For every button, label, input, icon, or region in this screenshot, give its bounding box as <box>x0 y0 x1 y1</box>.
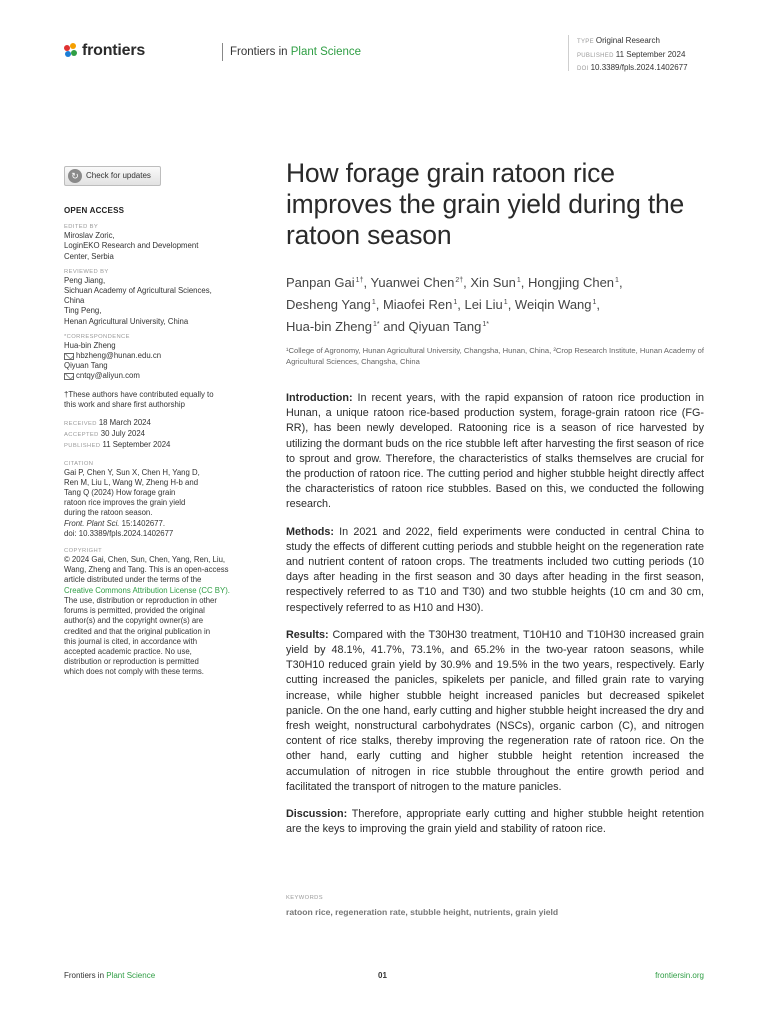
author-affiliation-marker: 2† <box>455 277 464 284</box>
sidebar <box>64 166 260 684</box>
article-meta <box>568 35 688 71</box>
date-accepted: ACCEPTED 30 July 2024 <box>64 429 145 439</box>
page-header <box>64 36 704 80</box>
date-published: PUBLISHED 11 September 2024 <box>64 440 171 450</box>
meta-published: PUBLISHED 11 September 2024 <box>577 49 686 59</box>
author-list: Panpan Gai$^{1\dagger}$, Yuanwei Chen$^{2\dagger}$, Xin Sun$^1$, Hongjing Chen$^1$, Desheng Yang$^1$, Miaofei Ren$^1$, Lei Liu$^1$, Weiqin Wang$^1$, Hua-bin Zheng$^{1*}$ and Qiyuan Tang$^{1*}$ <box>286 275 623 334</box>
frontiers-logo-icon <box>64 43 78 59</box>
frontiers-logo[interactable] <box>64 42 145 60</box>
equal-contribution-note: †These authors have contributed equally to this work and share first authorship <box>64 389 214 409</box>
footer-journal[interactable]: Frontiers in Plant Science <box>64 971 156 980</box>
reviewed-by-section: REVIEWED BY Peng Jiang, Sichuan Academy of Agricultural Sciences, China Ting Peng, Henan Agricultural University, China <box>64 268 212 326</box>
author-affiliation-marker: 1* <box>482 321 489 328</box>
citation-doi[interactable]: doi: 10.3389/fpls.2024.1402677 <box>64 528 174 538</box>
mail-icon <box>64 373 74 380</box>
check-updates-label: Check for updates <box>86 170 151 180</box>
author-name[interactable]: Qiyuan Tang <box>408 319 482 334</box>
page-number: 01 <box>378 971 387 980</box>
author-name[interactable]: Yuanwei Chen <box>370 275 455 290</box>
journal-prefix: Frontiers in <box>230 46 288 58</box>
author-affiliation-marker: 1 <box>453 299 458 306</box>
abstract-discussion: Discussion: Therefore, appropriate early cutting and higher stubble height retention are the keys to improving the grain yield and stability of ratoon rice. <box>286 808 704 836</box>
copyright-section: COPYRIGHT © 2024 Gai, Chen, Sun, Chen, Yang, Ren, Liu, Wang, Zheng and Tang. This is an open-access article distributed under the terms of the Creative Commons Attribution License (CC BY). The use, distribution or reproduction in other forums is permitted, provided the original author(s) and the copyright owner(s) are credited and that the original publication in this journal is cited, in accordance with accepted academic practice. No use, distribution or reproduction is permitted which does not comply with these terms. <box>64 547 260 677</box>
correspondence-section: *CORRESPONDENCE Hua-bin Zheng hbzheng@hunan.edu.cn Qiyuan Tang cntqy@aliyun.com <box>64 333 260 382</box>
author-name[interactable]: Xin Sun <box>470 275 516 290</box>
article-title: How forage grain ratoon rice improves the grain yield during the ratoon season <box>286 158 685 250</box>
affiliations: ¹College of Agronomy, Hunan Agricultural University, Changsha, Hunan, China, ²Crop Research Institute, Hunan Academy of Agricultural Sciences, Changsha, China <box>286 346 705 366</box>
author-name[interactable]: Panpan Gai <box>286 275 355 290</box>
cc-license-link[interactable]: Creative Commons Attribution License (CC BY). <box>64 585 230 595</box>
edited-by-section: EDITED BY Miroslav Zoric, LoginEKO Research and Development Center, Serbia <box>64 224 199 261</box>
citation-section: CITATION Gai P, Chen Y, Sun X, Chen H, Yang D, Ren M, Liu L, Wang W, Zheng H-b and Tang Q (2024) How forage grain ratoon rice improves the grain yield during the ratoon season. Front. Plant Sci. 15:1402677. doi: 10.3389/fpls.2024.1402677 <box>64 460 260 539</box>
email-link[interactable]: hbzheng@hunan.edu.cn <box>64 351 260 361</box>
page-footer <box>64 971 704 985</box>
journal-name[interactable] <box>230 46 361 58</box>
abstract-introduction: Introduction: In recent years, with the rapid expansion of ratoon rice production in Hunan, a unique ratoon rice-based production system, forage-grain ratoon rice (FG-RR), has been newly developed. Ratooning rice is a season of rice harvested by utilizing the dormant buds on the rice stubble left after harvesting the first season of rice to sprout and grow. Therefore, the characteristics of stalks themselves are crucial for the production of ratoon rice. The cutting period and higher stubble height directly affect the characteristics of ratoon rice stubbles. Based on this, we conducted the following research. <box>286 392 704 511</box>
keywords-section: KEYWORDS ratoon rice, regeneration rate, stubble height, nutrients, grain yield <box>286 895 704 917</box>
author-affiliation-marker: 1 <box>371 299 376 306</box>
article-main <box>286 158 704 849</box>
logo-wordmark: frontiers <box>82 42 146 59</box>
abstract-results: Results: Compared with the T30H30 treatment, T10H10 and T10H30 increased grain yield by 48.1%, 41.7%, 73.1%, and 65.2% in the two-year ratoon seasons, while T30H10 reduced grain yield by 30.9% and 19.5% in the two years, respectively. Early cutting increased the panicles, spikelets per panicle, and filled grain rate to varying increase, while higher stubble height increased panicles but decreased spikelet panicle. On the one hand, early cutting and higher stubble height increased the dry and fresh weight, nonstructural carbohydrates (NSCs), organic carbon (C), and nitrogen content of rice stalks, thereby improving the regeneration rate of ratoon rice. On the other hand, early cutting and higher stubble height retention increased the accumulation of nitrogen in rice stubble throughout the entire growth period and facilitated the transport of nitrogen to the mature panicles. <box>286 628 704 793</box>
email-link[interactable]: cntqy@aliyun.com <box>64 371 260 381</box>
author-name[interactable]: Lei Liu <box>464 297 503 312</box>
author-affiliation-marker: 1 <box>503 299 508 306</box>
author-affiliation-marker: 1* <box>373 321 380 328</box>
meta-doi[interactable]: DOI 10.3389/fpls.2024.1402677 <box>577 63 688 72</box>
author-name[interactable]: Miaofei Ren <box>382 297 453 312</box>
author-name[interactable]: Desheng Yang <box>286 297 371 312</box>
header-divider <box>222 43 223 61</box>
author-name[interactable]: Hongjing Chen <box>528 275 615 290</box>
author-affiliation-marker: 1 <box>615 277 619 284</box>
abstract-methods: Methods: In 2021 and 2022, field experiments were conducted in central China to study the effects of different cutting periods and stubble height on the regeneration rate and nutrient content of ratoon crops. The treatments included two cutting periods (10 days after heading in the first season and 30 days after heading in the first season, respectively referred to as T10 and T30) and two stubble heights (10 cm and 30 cm, respectively referred to as H10 and H30). <box>286 525 704 614</box>
author-affiliation-marker: 1 <box>516 277 521 284</box>
author-name[interactable]: Hua-bin Zheng <box>286 319 372 334</box>
author-affiliation-marker: 1 <box>592 299 597 306</box>
mail-icon <box>64 353 74 360</box>
refresh-icon: ↻ <box>68 169 82 183</box>
author-affiliation-marker: 1† <box>355 277 364 284</box>
check-updates-button[interactable] <box>64 166 161 186</box>
open-access-label: OPEN ACCESS <box>64 206 125 215</box>
journal-title: Plant Science <box>290 46 362 58</box>
dates-section <box>64 418 260 452</box>
author-name[interactable]: Weiqin Wang <box>514 297 592 312</box>
footer-site-link[interactable]: frontiersin.org <box>655 971 704 980</box>
keywords-list: ratoon rice, regeneration rate, stubble height, nutrients, grain yield <box>286 907 559 917</box>
date-received: RECEIVED 18 March 2024 <box>64 418 151 428</box>
meta-type: TYPE Original Research <box>577 36 660 45</box>
